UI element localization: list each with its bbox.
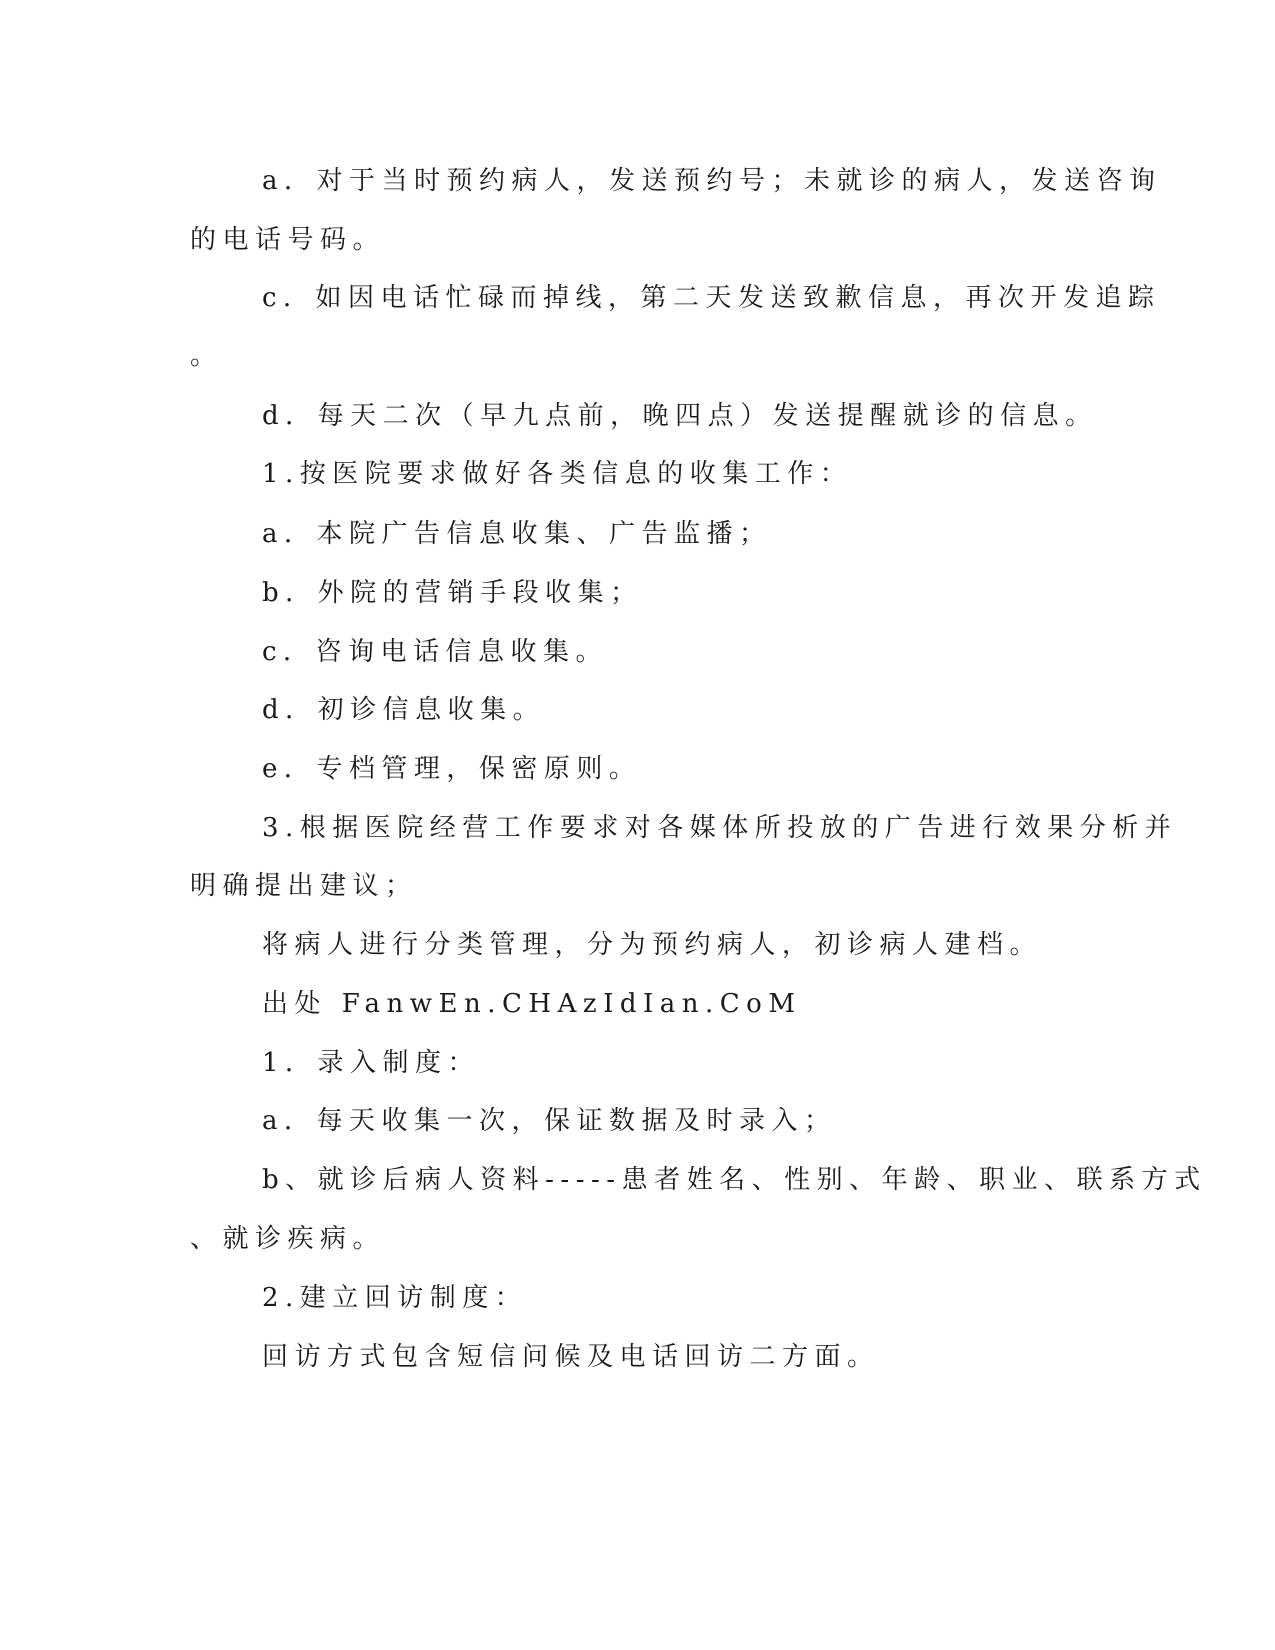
paragraph-line: e．专档管理，保密原则。	[262, 754, 642, 784]
paragraph-line: 明确提出建议；	[190, 871, 418, 901]
paragraph-line: 的电话号码。	[190, 225, 386, 255]
paragraph-line: c．如因电话忙碌而掉线，第二天发送致歉信息，再次开发追踪	[262, 283, 1161, 313]
paragraph-line: 1．录入制度：	[262, 1048, 481, 1078]
paragraph-line: 1.按医院要求做好各类信息的收集工作：	[262, 459, 853, 489]
paragraph-line: a．本院广告信息收集、广告监播；	[262, 519, 772, 549]
source-line: 出处 FanwEn.CHAzIdIan.CoM	[262, 989, 802, 1019]
paragraph-line: a．每天收集一次，保证数据及时录入；	[262, 1106, 837, 1136]
paragraph-line: b．外院的营销手段收集；	[262, 578, 643, 608]
paragraph-line: 3.根据医院经营工作要求对各媒体所投放的广告进行效果分析并	[262, 813, 1178, 843]
paragraph-line: a．对于当时预约病人，发送预约号；未就诊的病人，发送咨询	[262, 166, 1162, 196]
paragraph-line: d．每天二次（早九点前，晚四点）发送提醒就诊的信息。	[262, 401, 1098, 431]
paragraph-line: 2.建立回访制度：	[262, 1283, 528, 1313]
paragraph-line: 回访方式包含短信问候及电话回访二方面。	[262, 1342, 880, 1372]
paragraph-line: b、就诊后病人资料-----患者姓名、性别、年龄、职业、联系方式	[262, 1165, 1207, 1195]
paragraph-line: 、就诊疾病。	[190, 1224, 386, 1254]
paragraph-line: d．初诊信息收集。	[262, 695, 546, 725]
paragraph-line: 将病人进行分类管理，分为预约病人，初诊病人建档。	[262, 930, 1043, 960]
paragraph-line: 。	[190, 341, 223, 371]
paragraph-line: c．咨询电话信息收集。	[262, 637, 609, 667]
